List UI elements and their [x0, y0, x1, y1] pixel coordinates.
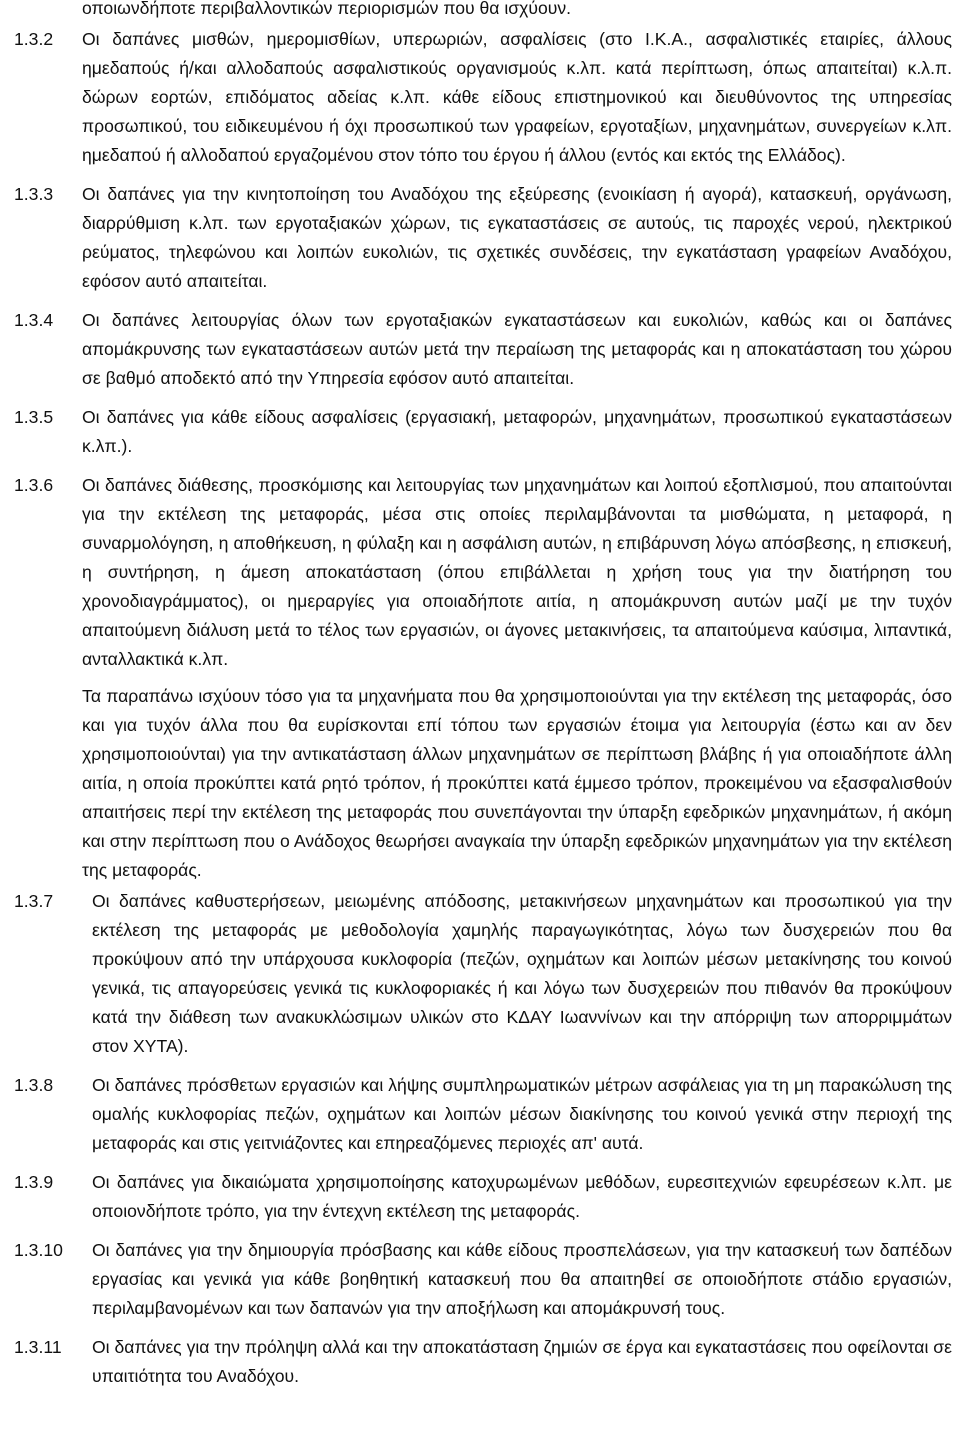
clause-text: Οι δαπάνες για την πρόληψη αλλά και την αποκατάσταση ζημιών σε έργα και εγκαταστάσεις που οφείλονται σε υπαιτιότητα του Αναδόχου.	[92, 1337, 952, 1386]
clause-1-3-4	[0, 306, 960, 393]
clause-1-3-10	[0, 1236, 960, 1323]
clause-text: Οι δαπάνες για την δημιουργία πρόσβασης και κάθε είδους προσπελάσεων, για την κατασκευή των δαπέδων εργασίας και γενικά για κάθε βοηθητική κατασκευή που θα απαιτηθεί σε οποιοδήποτε στάδιο εργασιών, περιλαμβανομένων και των δαπανών για την αποξήλωση και απομάκρυνσή τους.	[92, 1240, 952, 1318]
clause-1-3-2	[0, 25, 960, 170]
clause-number: 1.3.4	[14, 310, 54, 330]
clause-number: 1.3.10	[14, 1240, 63, 1260]
clause-text: Οι δαπάνες για την κινητοποίηση του Αναδόχου της εξεύρεσης (ενοικίαση ή αγορά), κατασκευή, οργάνωση, διαρρύθμιση κ.λπ. των εργοταξιακών χώρων, τις εγκαταστάσεις σε αυτούς, τις παροχές νερού, ηλεκτρικού ρεύματος, τηλεφώνου και λοιπών ευκολιών, τις σχετικές συνδέσεις, την εγκατάσταση γραφείων Αναδόχου, εφόσον αυτό απαιτείται.	[82, 184, 952, 291]
clause-extra-paragraph: Τα παραπάνω ισχύουν τόσο για τα μηχανήματα που θα χρησιμοποιούνται για την εκτέλεση της μεταφοράς, όσο και για τυχόν άλλα που θα ευρίσκονται επί τόπου των εργασιών έτοιμα για λειτουργία (έστω και αν δεν χρησιμοποιούνται) για την αντικατάσταση άλλων μηχανημάτων σε περίπτωση βλάβης ή για οποιαδήποτε άλλη αιτία, η οποία προκύπτει κατά ρητό τρόπον, ή προκύπτει κατά έμμεσο τρόπον, προκειμένου να εξασφαλισθούν απαιτήσεις περί την εκτέλεση της μεταφοράς που συνεπάγονται την ύπαρξη εφεδρικών μηχανημάτων, ή ακόμη και στην περίπτωση που ο Ανάδοχος θεωρήσει αναγκαία την ύπαρξη εφεδρικών μηχανημάτων για την εκτέλεση της μεταφοράς.	[82, 686, 952, 880]
clause-number: 1.3.6	[14, 475, 54, 495]
clause-number: 1.3.7	[14, 891, 54, 911]
clause-1-3-5	[0, 403, 960, 461]
clause-number: 1.3.3	[14, 184, 54, 204]
clause-text: Οι δαπάνες καθυστερήσεων, μειωμένης απόδοσης, μετακινήσεων μηχανημάτων και προσωπικού για την εκτέλεση της μεταφοράς με μεθοδολογία χαμηλής παραγωγικότητας, λόγω των δυσχερειών που θα προκύψουν από την υπάρχουσα κυκλοφορία (πεζών, οχημάτων και λοιπών μέσων μετακίνησης του κοινού γενικά, τις απαγορεύσεις γενικά τις κυκλοφοριακές ή και λόγω των δυσχερειών που πιθανόν θα προκύψουν κατά την διάθεση των ανακυκλώσιμων υλικών στο ΚΔΑΥ Ιωαννίνων και την απόρριψη των απορριμμάτων στον ΧΥΤΑ).	[92, 891, 952, 1056]
clause-number: 1.3.9	[14, 1172, 54, 1192]
clause-text: Οι δαπάνες πρόσθετων εργασιών και λήψης συμπληρωματικών μέτρων ασφάλειας για τη μη παρακώλυση της ομαλής κυκλοφορίας πεζών, οχημάτων και λοιπών μέσων διακίνησης του κοινού γενικά στην περιοχή της μεταφοράς και στις γειτνιάζοντες και επηρεαζόμενες περιοχές απ' αυτά.	[92, 1075, 952, 1153]
clause-number: 1.3.5	[14, 407, 54, 427]
clause-text: Οι δαπάνες μισθών, ημερομισθίων, υπερωριών, ασφαλίσεις (στο Ι.Κ.Α., ασφαλιστικές εταιρίες, άλλους ημεδαπούς ή/και αλλοδαπούς ασφαλιστικούς οργανισμούς κ.λπ. κατά περίπτωση, όπως απαιτείται) κ.λ.π. δώρων εορτών, επιδόματος αδείας κ.λπ. κάθε είδους επιστημονικού και διευθύνοντος της υπηρεσίας προσωπικού, του ειδικευμένου ή όχι προσωπικού των γραφείων, εργοταξίων, μηχανημάτων, συνεργείων κ.λπ. ημεδαπού ή αλλοδαπού εργαζομένου στον τόπο του έργου ή άλλου (εντός και εκτός της Ελλάδος).	[82, 29, 952, 165]
clause-1-3-7	[0, 887, 960, 1061]
clause-1-3-9	[0, 1168, 960, 1226]
clause-number: 1.3.8	[14, 1075, 54, 1095]
clause-text: Οι δαπάνες διάθεσης, προσκόμισης και λειτουργίας των μηχανημάτων και λοιπού εξοπλισμού, που απαιτούνται για την εκτέλεση της μεταφοράς, μέσα στις οποίες περιλαμβάνονται τα μισθώματα, η μεταφορά, η συναρμολόγηση, η αποθήκευση, η φύλαξη και η ασφάλιση αυτών, η επιβάρυνση λόγω απόσβεσης, η επισκευή, η συντήρηση, η άμεση αποκατάσταση (όπου επιβάλλεται η χρήση τους για την διατήρηση του χρονοδιαγράμματος), οι ημεραργίες για οποιαδήποτε αιτία, η απομάκρυνση αυτών μαζί με την τυχόν απαιτούμενη διάλυση μετά το τέλος των εργασιών, οι άγονες μετακινήσεις, τα απαιτούμενα καύσιμα, λιπαντικά, ανταλλακτικά κ.λπ.	[82, 475, 952, 669]
clause-1-3-3	[0, 180, 960, 296]
clause-1-3-8	[0, 1071, 960, 1158]
clause-text: Οι δαπάνες για κάθε είδους ασφαλίσεις (εργασιακή, μεταφορών, μηχανημάτων, προσωπικού εγκαταστάσεων κ.λπ.).	[82, 407, 952, 456]
clause-number: 1.3.2	[14, 29, 54, 49]
clause-1-3-11	[0, 1333, 960, 1391]
intro-continuation: οποιωνδήποτε περιβαλλοντικών περιορισμών που θα ισχύουν.	[82, 0, 572, 18]
clause-text: Οι δαπάνες για δικαιώματα χρησιμοποίησης κατοχυρωμένων μεθόδων, ευρεσιτεχνιών εφευρέσεων κ.λπ. με οποιονδήποτε τρόπο, για την έντεχνη εκτέλεση της μεταφοράς.	[92, 1172, 952, 1221]
clause-text: Οι δαπάνες λειτουργίας όλων των εργοταξιακών εγκαταστάσεων και ευκολιών, καθώς και οι δαπάνες απομάκρυνσης των εγκαταστάσεων αυτών μετά την περαίωση της μεταφοράς και η αποκατάσταση του χώρου σε βαθμό αποδεκτό από την Υπηρεσία εφόσον αυτό απαιτείται.	[82, 310, 952, 388]
clause-1-3-6	[0, 471, 960, 885]
clause-number: 1.3.11	[14, 1337, 62, 1357]
